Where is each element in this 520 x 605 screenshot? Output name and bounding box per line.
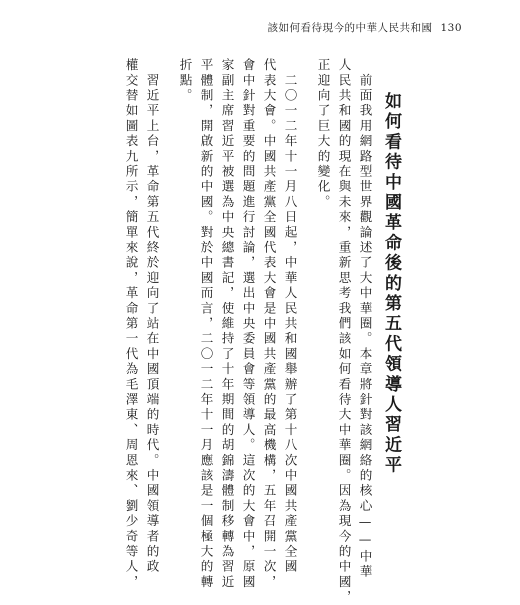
- text-column: 人民共和國的現在與未來，重新思考我們該如何看待大中華圈。因為現今的中國，: [336, 58, 352, 605]
- text-column: 會中針對重要的問題進行討論，選出中央委員會等領導人。這次的大會中，原國: [240, 58, 256, 590]
- text-column: 折點。: [177, 58, 193, 104]
- text-column: 二〇一二年十一月八日起，中華人民共和國舉辦了第十八次中國共產黨全國: [282, 58, 298, 575]
- running-head-title: 該如何看待現今的中華人民共和國: [267, 22, 433, 34]
- text-column: 前面我用網路型世界觀論述了大中華圈。本章將針對該網絡的核心——中華: [357, 58, 373, 580]
- text-column: 權交替如圖表九所示，簡單來說，革命第一代為毛澤東、周恩來、劉少奇等人，: [123, 58, 139, 590]
- running-head: [267, 20, 462, 35]
- page-number: 130: [440, 22, 462, 34]
- section-title: 如何看待中國革命後的第五代領導人習近平: [381, 92, 401, 476]
- text-column: 代表大會。中國共產黨全國代表大會是中國共產黨的最高機構，五年召開一次，: [261, 58, 277, 590]
- text-column: 正迎向了巨大的變化。: [315, 58, 331, 210]
- text-column: 習近平上台，革命第五代終於迎向了站在中國頂端的時代。中國領導者的政: [144, 58, 160, 575]
- text-column: 家副主席習近平被選為中央總書記，使維持了十年期間的胡錦濤體制移轉為習近: [219, 58, 235, 590]
- text-column: 平體制，開啟新的中國。對於中國而言，二〇一二年十一月應該是一個極大的轉: [198, 58, 214, 590]
